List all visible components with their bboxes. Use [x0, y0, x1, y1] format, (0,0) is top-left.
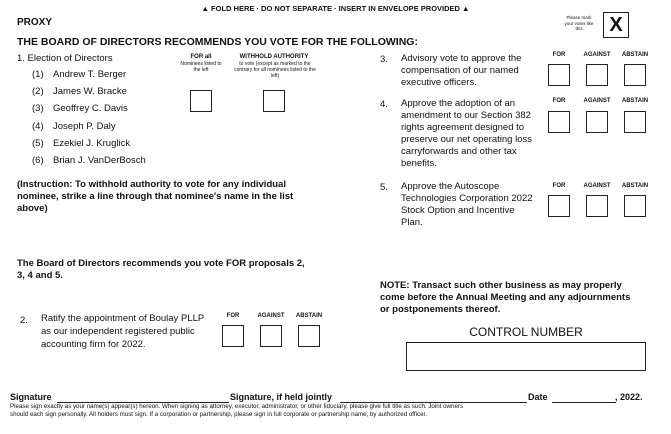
mark-example-box: X: [603, 12, 629, 38]
control-number-field[interactable]: [406, 342, 646, 371]
for-all-header: FOR all: [190, 54, 212, 60]
proposal-5-for-checkbox[interactable]: [548, 195, 570, 217]
nominee-4-number: (4): [32, 121, 44, 132]
proposal-4-line-2: amendment to our Section 382: [401, 110, 531, 121]
proposal-1-withhold-checkbox[interactable]: [263, 90, 285, 112]
withhold-header: WITHHOLD AUTHORITY: [239, 54, 309, 60]
proposal-3-line-3: executive officers.: [401, 77, 477, 88]
year-suffix: , 2022.: [615, 392, 643, 402]
proposal-5-line-2: Technologies Corporation 2022: [401, 193, 533, 204]
fine-print-line-1: Please sign exactly as your name(s) appear(s) hereon. When signing as attorney, executor, administrator, or other fiduciary, please give full title as such. Joint owners: [10, 403, 464, 410]
proposal-5-for-header: FOR: [552, 183, 566, 189]
signature-joint-label: Signature, if held jointly: [230, 392, 333, 402]
proposal-3-abstain-header: ABSTAIN: [621, 52, 649, 58]
proposal-3-for-header: FOR: [552, 52, 566, 58]
instruction-line-3: above): [17, 203, 48, 214]
proposal-5-against-header: AGAINST: [583, 183, 611, 189]
proposal-1-title: 1. Election of Directors: [17, 53, 113, 64]
proposal-4-for-header: FOR: [552, 98, 566, 104]
date-line[interactable]: [552, 402, 616, 403]
proposal-2-against-header: AGAINST: [257, 313, 285, 319]
proposal-5-abstain-checkbox[interactable]: [624, 195, 646, 217]
proposal-2-line-2: as our independent registered public: [41, 326, 195, 337]
instruction-line-2: nominee, strike a line through that nominee's name in the list: [17, 191, 294, 202]
recommend-more-line-2: 3, 4 and 5.: [17, 270, 63, 281]
note-line-2: come before the Annual Meeting and any adjournments: [380, 292, 631, 303]
note-line-1: NOTE: Transact such other business as may properly: [380, 280, 622, 291]
proposal-4-abstain-checkbox[interactable]: [624, 111, 646, 133]
note-line-3: or postponements thereof.: [380, 304, 501, 315]
nominee-5-name: Ezekiel J. Kruglick: [53, 138, 131, 149]
proposal-3-for-checkbox[interactable]: [548, 64, 570, 86]
nominee-4-name: Joseph P. Daly: [53, 121, 116, 132]
proposal-2-against-checkbox[interactable]: [260, 325, 282, 347]
date-label: Date: [528, 392, 548, 402]
proposal-5-number: 5.: [380, 182, 388, 193]
nominee-3-number: (3): [32, 103, 44, 114]
proposal-1-for-all-checkbox[interactable]: [190, 90, 212, 112]
proposal-5-line-1: Approve the Autoscope: [401, 181, 500, 192]
fold-banner: ▲ FOLD HERE · DO NOT SEPARATE · INSERT IN ENVELOPE PROVIDED ▲: [201, 4, 470, 13]
proposal-4-line-5: carryforwards and other tax: [401, 146, 517, 157]
proposal-2-for-header: FOR: [226, 313, 240, 319]
proposal-3-abstain-checkbox[interactable]: [624, 64, 646, 86]
proposal-2-abstain-checkbox[interactable]: [298, 325, 320, 347]
proposal-4-against-checkbox[interactable]: [586, 111, 608, 133]
fine-print-line-2: should each sign personally. All holders must sign. If a corporation or partnership, please sign in full corporate or partnership name, by authorized officer.: [10, 411, 427, 418]
nominee-3-name: Geoffrey C. Davis: [53, 103, 128, 114]
control-number-label: CONTROL NUMBER: [469, 325, 583, 339]
board-recommends-heading: THE BOARD OF DIRECTORS RECOMMENDS YOU VOTE FOR THE FOLLOWING:: [17, 36, 418, 48]
for-all-sub: Nominees listed to the left: [180, 61, 222, 73]
proposal-4-line-6: benefits.: [401, 158, 437, 169]
nominee-6-name: Brian J. VanDerBosch: [53, 155, 146, 166]
signature-label: Signature: [10, 392, 52, 402]
proposal-3-line-2: compensation of our named: [401, 65, 519, 76]
proposal-3-number: 3.: [380, 54, 388, 65]
recommend-more-line-1: The Board of Directors recommends you vote FOR proposals 2,: [17, 258, 305, 269]
proposal-4-abstain-header: ABSTAIN: [621, 98, 649, 104]
proxy-label: PROXY: [17, 17, 53, 28]
proposal-4-against-header: AGAINST: [583, 98, 611, 104]
proposal-3-line-1: Advisory vote to approve the: [401, 53, 522, 64]
proposal-5-line-4: Plan.: [401, 217, 423, 228]
proposal-3-against-checkbox[interactable]: [586, 64, 608, 86]
nominee-5-number: (5): [32, 138, 44, 149]
proposal-2-line-3: accounting firm for 2022.: [41, 339, 146, 350]
proposal-2-line-1: Ratify the appointment of Boulay PLLP: [41, 313, 205, 324]
proposal-4-line-3: rights agreement designed to: [401, 122, 525, 133]
instruction-line-1: (Instruction: To withhold authority to vote for any individual: [17, 179, 286, 190]
proposal-4-for-checkbox[interactable]: [548, 111, 570, 133]
proposal-3-against-header: AGAINST: [583, 52, 611, 58]
proposal-4-line-4: preserve our net operating loss: [401, 134, 532, 145]
proposal-5-line-3: Stock Option and Incentive: [401, 205, 515, 216]
proposal-4-line-1: Approve the adoption of an: [401, 98, 516, 109]
proposal-5-against-checkbox[interactable]: [586, 195, 608, 217]
proposal-5-abstain-header: ABSTAIN: [621, 183, 649, 189]
proposal-2-number: 2.: [20, 315, 28, 326]
nominee-1-number: (1): [32, 69, 44, 80]
withhold-sub: to vote (except as marked to the contrary for all nominees listed to the left): [234, 61, 316, 79]
nominee-2-name: James W. Bracke: [53, 86, 127, 97]
proposal-4-number: 4.: [380, 99, 388, 110]
nominee-1-name: Andrew T. Berger: [53, 69, 127, 80]
proposal-2-abstain-header: ABSTAIN: [295, 313, 323, 319]
mark-hint: Please mark your votes like this: [564, 15, 594, 31]
nominee-2-number: (2): [32, 86, 44, 97]
proposal-2-for-checkbox[interactable]: [222, 325, 244, 347]
nominee-6-number: (6): [32, 155, 44, 166]
